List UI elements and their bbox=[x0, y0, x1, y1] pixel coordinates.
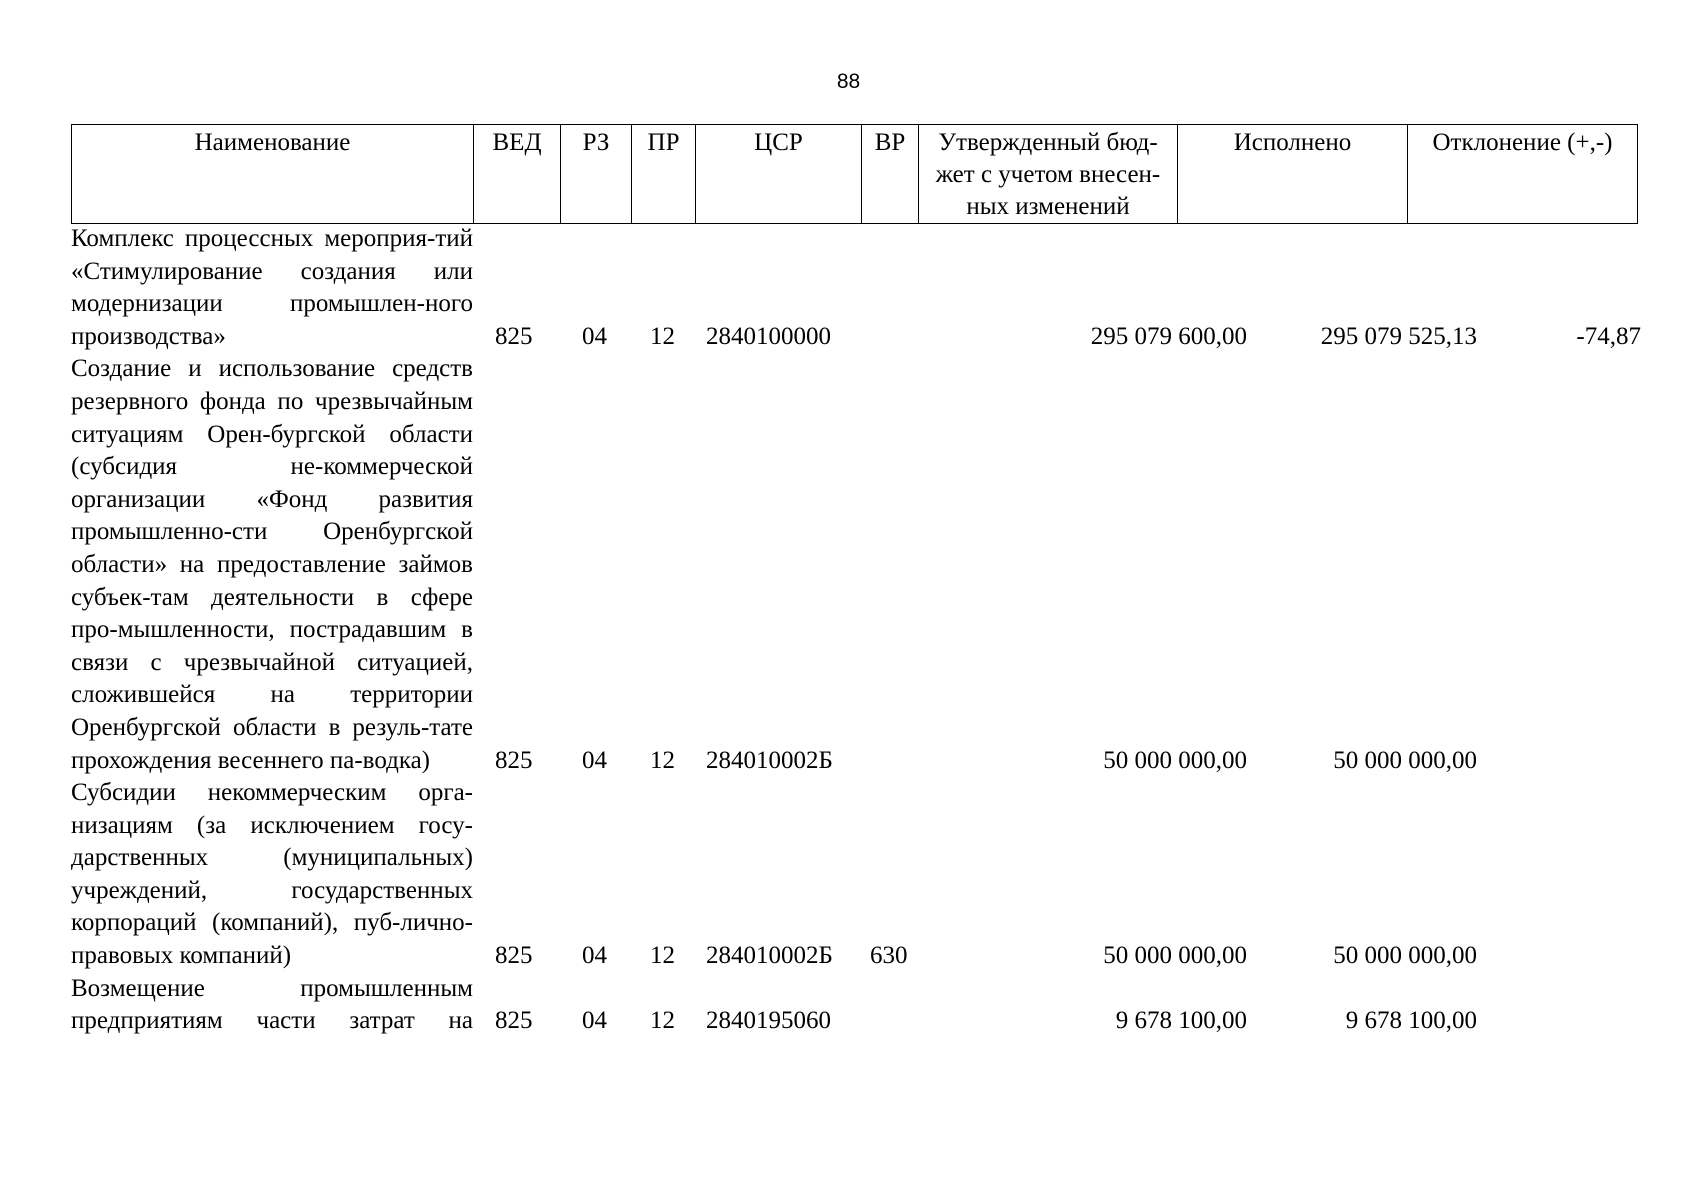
row-ved: 825 bbox=[495, 322, 533, 350]
row-approved: 50 000 000,00 bbox=[1103, 942, 1247, 970]
table-row bbox=[71, 223, 1641, 353]
col-header-approved: Утвержденный бюд-жет с учетом внесен-ных изменений bbox=[919, 125, 1178, 224]
row-ved: 825 bbox=[495, 1007, 533, 1035]
row-executed: 50 000 000,00 bbox=[1333, 942, 1477, 970]
col-header-name: Наименование bbox=[72, 125, 474, 224]
row-csr: 284010002Б bbox=[706, 746, 833, 774]
row-pr: 12 bbox=[650, 322, 675, 350]
row-name: Возмещение промышленным предприятиям части затрат на bbox=[71, 974, 473, 1035]
col-header-csr: ЦСР bbox=[696, 125, 862, 224]
row-executed: 295 079 525,13 bbox=[1320, 322, 1477, 350]
row-rz: 04 bbox=[582, 322, 607, 350]
col-header-vr: ВР bbox=[862, 125, 919, 224]
row-rz: 04 bbox=[582, 942, 607, 970]
row-pr: 12 bbox=[650, 942, 675, 970]
row-rz: 04 bbox=[582, 746, 607, 774]
col-header-rz: РЗ bbox=[561, 125, 632, 224]
row-ved: 825 bbox=[495, 942, 533, 970]
table-row bbox=[71, 973, 1477, 1038]
row-pr: 12 bbox=[650, 746, 675, 774]
row-csr: 2840195060 bbox=[706, 1007, 831, 1035]
row-name: Субсидии некоммерческим орга-низациям (за исключением госу-дарственных (муниципальных) учреждений, государственных корпораций (компаний), пуб-лично-правовых компаний) bbox=[71, 779, 473, 970]
row-name: Создание и использование средств резервного фонда по чрезвычайным ситуациям Орен-бургской области (субсидия не-коммерческой организации «Фонд развития промышленно-сти Оренбургской области» на предоставление займов субъек-там деятельности в сфере про-мышленности, пострадавшим в связи с чрезвычайной ситуацией, сложившейся на территории Оренбургской области в резуль-тате прохождения весеннего па-водка) bbox=[71, 355, 473, 774]
row-vr: 630 bbox=[870, 942, 908, 970]
table-row bbox=[71, 353, 1477, 777]
col-header-deviation: Отклонение (+,-) bbox=[1408, 125, 1638, 224]
row-pr: 12 bbox=[650, 1007, 675, 1035]
col-header-ved: ВЕД bbox=[474, 125, 561, 224]
row-executed: 50 000 000,00 bbox=[1333, 746, 1477, 774]
row-approved: 9 678 100,00 bbox=[1115, 1007, 1247, 1035]
table-row bbox=[71, 777, 1477, 973]
col-header-pr: ПР bbox=[632, 125, 696, 224]
row-name: Комплекс процессных мероприя-тий «Стимулирование создания или модернизации промышлен-ного производства» bbox=[71, 225, 473, 350]
table-body bbox=[71, 223, 1641, 1038]
row-csr: 2840100000 bbox=[706, 322, 831, 350]
row-approved: 50 000 000,00 bbox=[1103, 746, 1247, 774]
row-executed: 9 678 100,00 bbox=[1345, 1007, 1477, 1035]
table-header bbox=[71, 124, 1638, 224]
col-header-executed: Исполнено bbox=[1178, 125, 1408, 224]
row-approved: 295 079 600,00 bbox=[1090, 322, 1247, 350]
row-rz: 04 bbox=[582, 1007, 607, 1035]
page-number: 88 bbox=[836, 70, 861, 93]
row-ved: 825 bbox=[495, 746, 533, 774]
row-deviation: -74,87 bbox=[1576, 322, 1641, 350]
row-csr: 284010002Б bbox=[706, 942, 833, 970]
